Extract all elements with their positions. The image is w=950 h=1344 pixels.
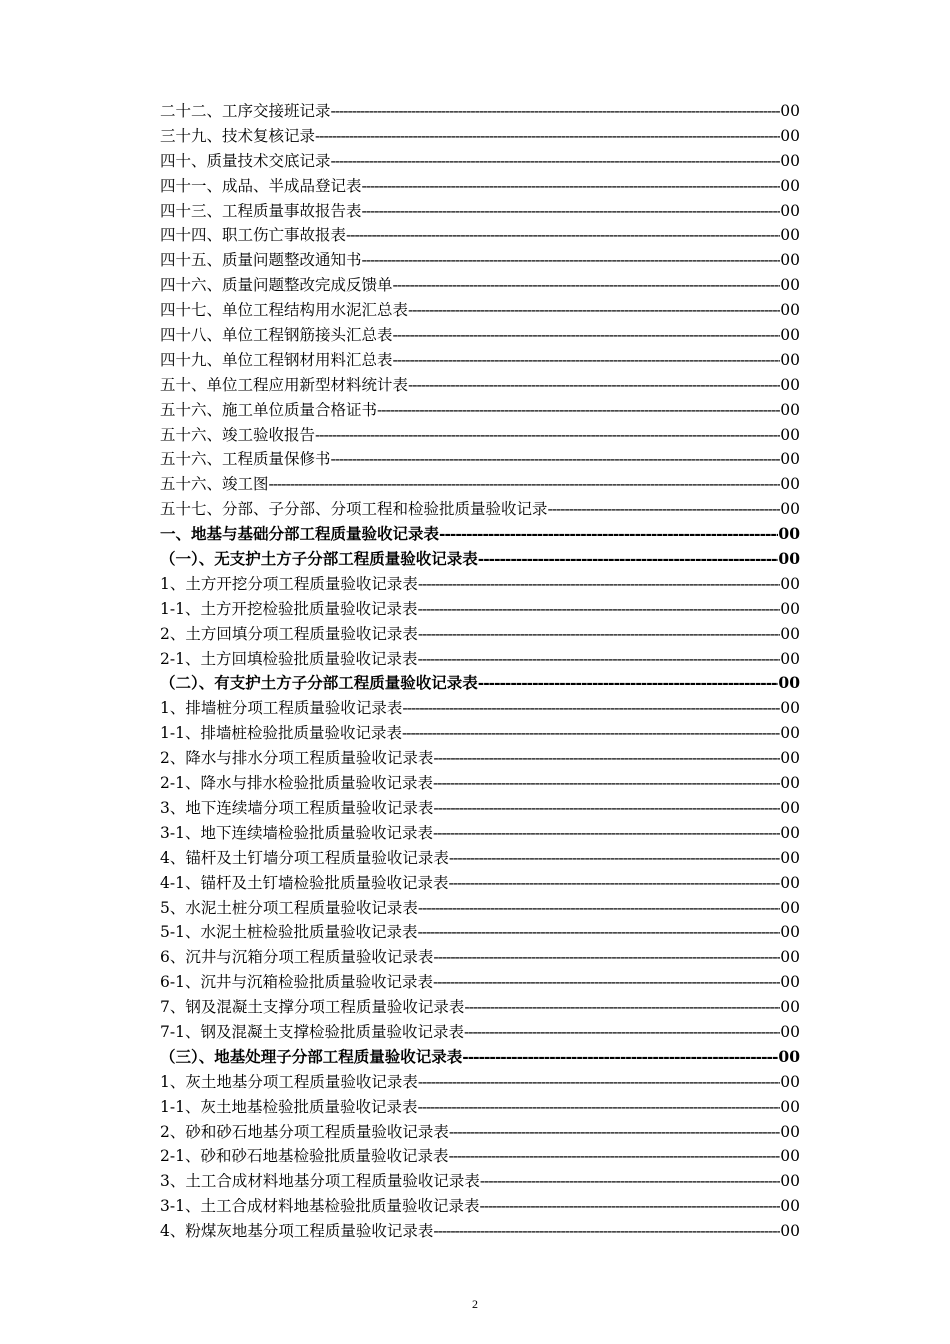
toc-entry-label: 四十一、成品、半成品登记表 bbox=[160, 176, 362, 195]
toc-leader-dashes bbox=[331, 447, 781, 472]
toc-leader-dashes bbox=[402, 721, 780, 746]
toc-leader-dashes bbox=[402, 696, 780, 721]
toc-leader-dashes bbox=[433, 746, 780, 771]
toc-leader-dashes bbox=[439, 522, 778, 547]
toc-entry-label: 四十四、职工伤亡事故报表 bbox=[160, 226, 347, 245]
toc-entry-page: 00 bbox=[780, 176, 800, 195]
toc-entry bbox=[160, 970, 800, 995]
toc-entry bbox=[160, 871, 800, 896]
toc-entry-page: 00 bbox=[780, 475, 800, 494]
toc-entry-label: 三十九、技术复核记录 bbox=[160, 126, 316, 145]
toc-entry bbox=[160, 199, 800, 224]
toc-leader-dashes bbox=[478, 547, 779, 572]
toc-entry bbox=[160, 497, 800, 522]
toc-entry-label: 4-1、锚杆及土钉墙检验批质量验收记录表 bbox=[160, 873, 449, 892]
toc-entry bbox=[160, 572, 800, 597]
toc-entry bbox=[160, 995, 800, 1020]
toc-entry-page: 00 bbox=[780, 699, 800, 718]
toc-entry-label: 5、水泥土桩分项工程质量验收记录表 bbox=[160, 898, 418, 917]
toc-entry bbox=[160, 149, 800, 174]
toc-leader-dashes bbox=[315, 124, 780, 149]
toc-leader-dashes bbox=[331, 99, 781, 124]
toc-leader-dashes bbox=[418, 1070, 780, 1095]
toc-entry-page: 00 bbox=[780, 102, 800, 120]
toc-leader-dashes bbox=[362, 174, 781, 199]
toc-entry-label: 2、砂和砂石地基分项工程质量验收记录表 bbox=[160, 1122, 449, 1141]
toc-leader-dashes bbox=[418, 896, 780, 921]
toc-entry bbox=[160, 671, 800, 696]
toc-entry-label: （一）、无支护土方子分部工程质量验收记录表 bbox=[160, 549, 478, 569]
toc-entry-page: 00 bbox=[780, 973, 800, 992]
toc-leader-dashes bbox=[433, 771, 780, 796]
toc-entry-label: 1、土方开挖分项工程质量验收记录表 bbox=[160, 574, 418, 593]
toc-leader-dashes bbox=[449, 846, 780, 871]
toc-entry-label: （三）、地基处理子分部工程质量验收记录表 bbox=[160, 1046, 463, 1066]
toc-entry-page: 00 bbox=[780, 774, 800, 793]
toc-entry-label: 五十、单位工程应用新型材料统计表 bbox=[160, 375, 409, 394]
toc-entry-page: 00 bbox=[780, 151, 800, 170]
toc-entry-label: 四十八、单位工程钢筋接头汇总表 bbox=[160, 326, 393, 345]
toc-entry-page: 00 bbox=[780, 724, 800, 743]
toc-entry-page: 00 bbox=[780, 923, 800, 942]
toc-entry bbox=[160, 647, 800, 672]
toc-entry bbox=[160, 124, 800, 149]
toc-entry-label: 2-1、砂和砂石地基检验批质量验收记录表 bbox=[160, 1147, 449, 1166]
toc-entry-label: 二十二、工序交接班记录 bbox=[160, 102, 331, 120]
toc-entry-page: 00 bbox=[780, 998, 800, 1017]
toc-leader-dashes bbox=[417, 647, 780, 672]
toc-leader-dashes bbox=[408, 298, 780, 323]
toc-leader-dashes bbox=[418, 622, 780, 647]
toc-leader-dashes bbox=[331, 149, 781, 174]
toc-entry-page: 00 bbox=[780, 948, 800, 967]
toc-leader-dashes bbox=[362, 199, 781, 224]
toc-leader-dashes bbox=[315, 423, 780, 448]
toc-entry-label: 四十七、单位工程结构用水泥汇总表 bbox=[160, 301, 409, 320]
toc-entry-label: 四十、质量技术交底记录 bbox=[160, 151, 331, 170]
toc-leader-dashes bbox=[393, 348, 781, 373]
toc-leader-dashes bbox=[408, 373, 780, 398]
toc-entry bbox=[160, 846, 800, 871]
toc-entry bbox=[160, 273, 800, 298]
toc-entry-label: 2-1、土方回填检验批质量验收记录表 bbox=[160, 649, 418, 668]
toc-entry-page: 00 bbox=[780, 226, 800, 245]
toc-entry bbox=[160, 223, 800, 248]
toc-entry-label: 3-1、土工合成材料地基检验批质量验收记录表 bbox=[160, 1197, 480, 1216]
toc-entry bbox=[160, 1070, 800, 1095]
toc-entry bbox=[160, 597, 800, 622]
table-of-contents bbox=[160, 99, 800, 1244]
toc-entry-page: 00 bbox=[780, 126, 800, 145]
toc-entry-page: 00 bbox=[778, 549, 800, 569]
toc-leader-dashes bbox=[448, 871, 780, 896]
toc-entry bbox=[160, 920, 800, 945]
toc-entry bbox=[160, 746, 800, 771]
toc-entry bbox=[160, 423, 800, 448]
toc-entry-label: 1-1、排墙桩检验批质量验收记录表 bbox=[160, 724, 402, 743]
toc-entry bbox=[160, 945, 800, 970]
toc-entry-page: 00 bbox=[780, 400, 800, 419]
toc-entry-label: 五十六、工程质量保修书 bbox=[160, 450, 331, 469]
toc-entry bbox=[160, 622, 800, 647]
toc-entry-label: 6-1、沉井与沉箱检验批质量验收记录表 bbox=[160, 973, 433, 992]
toc-entry-page: 00 bbox=[780, 500, 800, 519]
toc-entry bbox=[160, 896, 800, 921]
toc-leader-dashes bbox=[433, 796, 780, 821]
toc-entry-page: 00 bbox=[780, 1147, 800, 1166]
toc-entry-page: 00 bbox=[780, 649, 800, 668]
toc-entry-label: 五十六、竣工图 bbox=[160, 475, 269, 494]
toc-entry-label: 五十六、施工单位质量合格证书 bbox=[160, 400, 378, 419]
toc-entry bbox=[160, 821, 800, 846]
toc-entry-label: 7、钢及混凝土支撑分项工程质量验收记录表 bbox=[160, 998, 465, 1017]
toc-entry-label: 1、排墙桩分项工程质量验收记录表 bbox=[160, 699, 403, 718]
toc-entry-page: 00 bbox=[780, 301, 800, 320]
toc-entry-page: 00 bbox=[780, 1022, 800, 1041]
toc-entry bbox=[160, 1194, 800, 1219]
toc-leader-dashes bbox=[433, 821, 780, 846]
toc-entry-page: 00 bbox=[780, 251, 800, 270]
toc-entry-label: 五十六、竣工验收报告 bbox=[160, 425, 316, 444]
toc-entry bbox=[160, 1045, 800, 1070]
toc-leader-dashes bbox=[393, 273, 781, 298]
toc-entry bbox=[160, 1219, 800, 1244]
toc-entry-label: 四十五、质量问题整改通知书 bbox=[160, 251, 362, 270]
toc-entry-label: 四十六、质量问题整改完成反馈单 bbox=[160, 276, 393, 295]
toc-entry-label: 3、地下连续墙分项工程质量验收记录表 bbox=[160, 798, 434, 817]
toc-entry-page: 00 bbox=[778, 1046, 800, 1066]
toc-entry-page: 00 bbox=[780, 873, 800, 892]
toc-entry bbox=[160, 696, 800, 721]
toc-entry bbox=[160, 348, 800, 373]
toc-entry-page: 00 bbox=[778, 524, 800, 544]
toc-entry-page: 00 bbox=[780, 1122, 800, 1141]
toc-entry-label: 4、锚杆及土钉墙分项工程质量验收记录表 bbox=[160, 848, 449, 867]
toc-entry-label: 3、土工合成材料地基分项工程质量验收记录表 bbox=[160, 1172, 480, 1191]
toc-entry bbox=[160, 522, 800, 547]
toc-leader-dashes bbox=[449, 1120, 780, 1145]
toc-leader-dashes bbox=[479, 1194, 780, 1219]
toc-entry-label: 2、土方回填分项工程质量验收记录表 bbox=[160, 624, 418, 643]
toc-entry-page: 00 bbox=[780, 1097, 800, 1116]
toc-entry-page: 00 bbox=[780, 624, 800, 643]
toc-entry bbox=[160, 721, 800, 746]
toc-entry-page: 00 bbox=[780, 1222, 800, 1241]
toc-entry bbox=[160, 472, 800, 497]
toc-entry-page: 00 bbox=[780, 350, 800, 369]
toc-leader-dashes bbox=[346, 223, 780, 248]
toc-leader-dashes bbox=[417, 920, 780, 945]
toc-entry-label: 四十九、单位工程钢材用料汇总表 bbox=[160, 350, 393, 369]
toc-entry bbox=[160, 547, 800, 572]
toc-entry-label: 6、沉井与沉箱分项工程质量验收记录表 bbox=[160, 948, 434, 967]
toc-entry-page: 00 bbox=[780, 574, 800, 593]
toc-leader-dashes bbox=[462, 1045, 778, 1070]
toc-entry bbox=[160, 796, 800, 821]
toc-entry-page: 00 bbox=[780, 276, 800, 295]
toc-entry-label: 1、灰土地基分项工程质量验收记录表 bbox=[160, 1072, 418, 1091]
toc-leader-dashes bbox=[548, 497, 781, 522]
toc-entry bbox=[160, 771, 800, 796]
toc-entry bbox=[160, 1095, 800, 1120]
toc-leader-dashes bbox=[478, 671, 779, 696]
toc-entry-page: 00 bbox=[780, 823, 800, 842]
toc-leader-dashes bbox=[269, 472, 781, 497]
toc-entry-page: 00 bbox=[780, 375, 800, 394]
toc-entry-page: 00 bbox=[780, 1197, 800, 1216]
toc-entry-page: 00 bbox=[780, 326, 800, 345]
toc-leader-dashes bbox=[393, 323, 781, 348]
toc-entry-page: 00 bbox=[780, 599, 800, 618]
toc-entry bbox=[160, 398, 800, 423]
toc-entry-label: 2、降水与排水分项工程质量验收记录表 bbox=[160, 749, 434, 768]
toc-entry bbox=[160, 1020, 800, 1045]
toc-leader-dashes bbox=[433, 970, 780, 995]
toc-entry-label: 2-1、降水与排水检验批质量验收记录表 bbox=[160, 774, 433, 793]
toc-entry-page: 00 bbox=[780, 749, 800, 768]
toc-leader-dashes bbox=[377, 398, 780, 423]
toc-leader-dashes bbox=[480, 1169, 780, 1194]
toc-leader-dashes bbox=[464, 1020, 780, 1045]
toc-entry-label: 3-1、地下连续墙检验批质量验收记录表 bbox=[160, 823, 433, 842]
toc-entry bbox=[160, 373, 800, 398]
toc-entry-label: 1-1、土方开挖检验批质量验收记录表 bbox=[160, 599, 418, 618]
page-number: 2 bbox=[472, 1297, 478, 1311]
toc-leader-dashes bbox=[464, 995, 780, 1020]
toc-entry-page: 00 bbox=[780, 425, 800, 444]
toc-entry-page: 00 bbox=[780, 450, 800, 469]
toc-entry-page: 00 bbox=[778, 673, 800, 693]
toc-leader-dashes bbox=[362, 248, 781, 273]
toc-entry bbox=[160, 323, 800, 348]
toc-leader-dashes bbox=[418, 572, 780, 597]
toc-entry bbox=[160, 1144, 800, 1169]
toc-entry-label: （二）、有支护土方子分部工程质量验收记录表 bbox=[160, 673, 478, 693]
toc-entry-label: 四十三、工程质量事故报告表 bbox=[160, 201, 362, 220]
toc-entry-page: 00 bbox=[780, 898, 800, 917]
toc-entry-label: 4、粉煤灰地基分项工程质量验收记录表 bbox=[160, 1222, 434, 1241]
toc-entry bbox=[160, 1169, 800, 1194]
toc-entry bbox=[160, 298, 800, 323]
toc-entry bbox=[160, 174, 800, 199]
toc-entry-page: 00 bbox=[780, 1072, 800, 1091]
toc-entry bbox=[160, 1120, 800, 1145]
toc-leader-dashes bbox=[417, 597, 780, 622]
toc-leader-dashes bbox=[433, 1219, 780, 1244]
toc-entry bbox=[160, 99, 800, 124]
toc-entry bbox=[160, 447, 800, 472]
toc-entry-label: 五十七、分部、子分部、分项工程和检验批质量验收记录 bbox=[160, 500, 548, 519]
toc-entry-page: 00 bbox=[780, 848, 800, 867]
toc-entry-label: 1-1、灰土地基检验批质量验收记录表 bbox=[160, 1097, 418, 1116]
toc-entry-label: 7-1、钢及混凝土支撑检验批质量验收记录表 bbox=[160, 1022, 464, 1041]
toc-leader-dashes bbox=[433, 945, 780, 970]
toc-leader-dashes bbox=[417, 1095, 780, 1120]
toc-leader-dashes bbox=[448, 1144, 780, 1169]
toc-entry-label: 5-1、水泥土桩检验批质量验收记录表 bbox=[160, 923, 418, 942]
toc-entry bbox=[160, 248, 800, 273]
toc-entry-page: 00 bbox=[780, 1172, 800, 1191]
toc-entry-label: 一、地基与基础分部工程质量验收记录表 bbox=[160, 524, 440, 544]
toc-entry-page: 00 bbox=[780, 798, 800, 817]
toc-entry-page: 00 bbox=[780, 201, 800, 220]
